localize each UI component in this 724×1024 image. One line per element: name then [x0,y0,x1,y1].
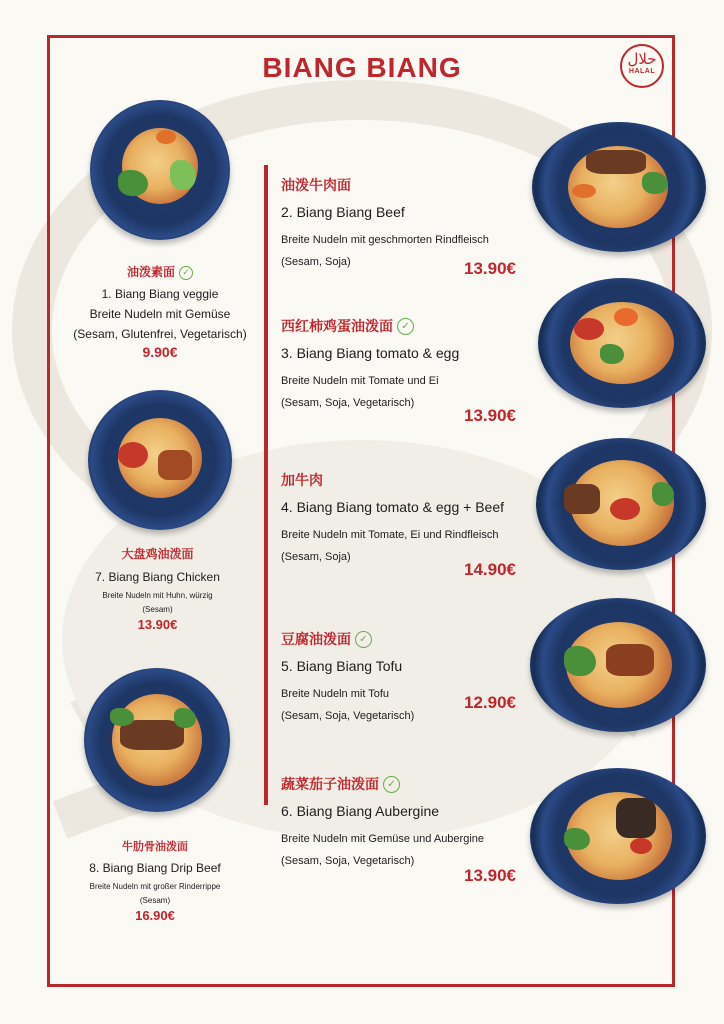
halal-badge [620,44,664,88]
item-description: Breite Nudeln mit großer Rinderrippe [89,882,221,891]
item-cn-name: 油泼牛肉面 [281,178,351,194]
item-allergens: (Sesam, Soja, Vegetarisch) [281,710,415,722]
menu-item-7 [55,545,260,632]
item-description-text: Breite Nudeln mit Tofu [281,688,390,700]
menu-item-8 [55,838,255,923]
item-allergens: (Sesam) [139,896,171,905]
item-price: 12.90€ [464,693,516,712]
item-price: 13.90€ [464,406,516,425]
item-price: 14.90€ [464,560,516,579]
item-cn-name: 西红柿鸡蛋油泼面 [281,319,393,335]
item-allergens: (Sesam, Soja) [281,551,351,563]
item-allergens: (Sesam) [142,605,173,614]
leaf-icon: ✓ [355,631,372,648]
menu-item-2 [281,175,526,285]
item-name: 3. Biang Biang tomato & egg [281,345,460,361]
item-cn-name: 牛肋骨油泼面 [122,840,188,853]
item-cn-name: 豆腐油泼面 [281,632,351,648]
leaf-icon: ✓ [179,266,193,280]
menu-item-4 [281,470,526,580]
item-allergens: (Sesam, Soja, Vegetarisch) [281,855,415,867]
dish-image-aubergine [530,768,706,904]
dish-image-tomato-egg [538,278,706,408]
item-name: 7. Biang Biang Chicken [95,570,220,584]
item-description-text: Breite Nudeln mit Tomate, Ei und Rindfleisch [281,529,499,541]
page-title: BIANG BIANG [262,52,462,83]
item-cn-name: 加牛肉 [281,473,323,489]
dish-image-veggie [90,100,230,240]
item-description-text: Breite Nudeln mit Tomate und Ei [281,375,439,387]
dish-image-tofu [530,598,706,732]
menu-item-5 [281,629,526,729]
dish-image-tomato-egg-beef [536,438,706,570]
item-name: 2. Biang Biang Beef [281,204,405,220]
menu-item-3 [281,316,526,426]
item-price: 13.90€ [464,866,516,885]
item-price: 16.90€ [135,908,175,923]
item-name: 8. Biang Biang Drip Beef [89,861,221,875]
item-name: 1. Biang Biang veggie [101,287,219,301]
item-allergens: (Sesam, Soja) [281,256,351,268]
dish-image-beef [532,122,706,252]
leaf-icon: ✓ [383,776,400,793]
dish-image-drip-beef [84,668,230,812]
item-price: 13.90€ [464,259,516,278]
item-cn-name: 蔬菜茄子油泼面 [281,777,379,793]
item-allergens: (Sesam, Glutenfrei, Vegetarisch) [73,327,247,341]
item-price: 9.90€ [142,344,178,360]
column-divider [264,165,268,805]
halal-arabic-text: حلال [627,50,657,68]
item-name: 4. Biang Biang tomato & egg + Beef [281,499,504,515]
halal-label: HALAL [628,68,656,75]
item-allergens: (Sesam, Soja, Vegetarisch) [281,397,415,409]
item-cn-name: 油泼素面 [126,265,175,279]
leaf-icon: ✓ [397,318,414,335]
item-name: 6. Biang Biang Aubergine [281,803,440,819]
item-cn-name: 大盘鸡油泼面 [121,547,194,561]
item-description: Breite Nudeln mit Huhn, würzig [102,591,213,600]
menu-item-1 [55,263,265,360]
item-description-text: Breite Nudeln mit geschmorten Rindfleisch [281,234,489,246]
dish-image-chicken [88,390,232,530]
item-description: Breite Nudeln mit Gemüse [89,307,231,321]
item-price: 13.90€ [137,617,178,632]
menu-item-6 [281,774,526,894]
item-description-text: Breite Nudeln mit Gemüse und Aubergine [281,833,485,845]
item-name: 5. Biang Biang Tofu [281,658,403,674]
